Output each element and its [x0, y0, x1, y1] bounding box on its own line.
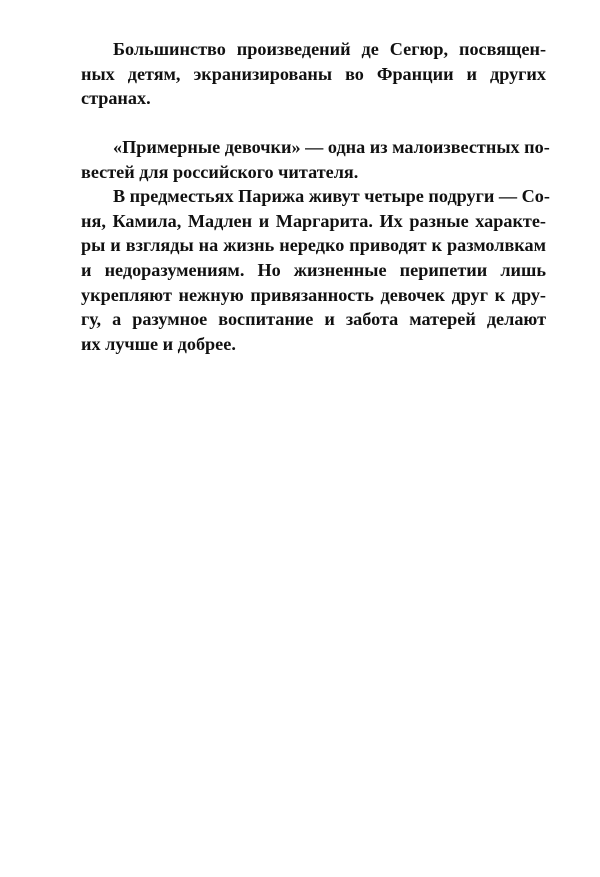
paragraph-book-intro	[81, 135, 550, 184]
text-line: ня, Камила, Мадлен и Маргарита. Их разные характе-	[81, 210, 546, 231]
text-line: В предместьях Парижа живут четыре подруги — Со-	[113, 186, 550, 206]
paragraph-adaptations	[81, 37, 546, 111]
text-line: странах.	[81, 88, 151, 109]
text-line: Большинство произведений де Сегюр, посвящен-	[113, 39, 546, 59]
text-line: «Примерные девочки» — одна из малоизвестных по-	[113, 137, 550, 157]
paragraph-plot-summary	[81, 184, 550, 357]
text-line: укрепляют нежную привязанность девочек друг к дру-	[81, 284, 546, 305]
text-line: ры и взгляды на жизнь нередко приводят к размолвкам	[81, 235, 546, 256]
text-line: гу, а разумное воспитание и забота матерей делают	[81, 309, 546, 330]
text-line: вестей для российского читателя.	[81, 161, 359, 182]
text-line: и недоразумениям. Но жизненные перипетии лишь	[81, 260, 546, 281]
text-line: ных детям, экранизированы во Франции и других	[81, 63, 546, 84]
text-line: их лучше и добрее.	[81, 334, 236, 355]
